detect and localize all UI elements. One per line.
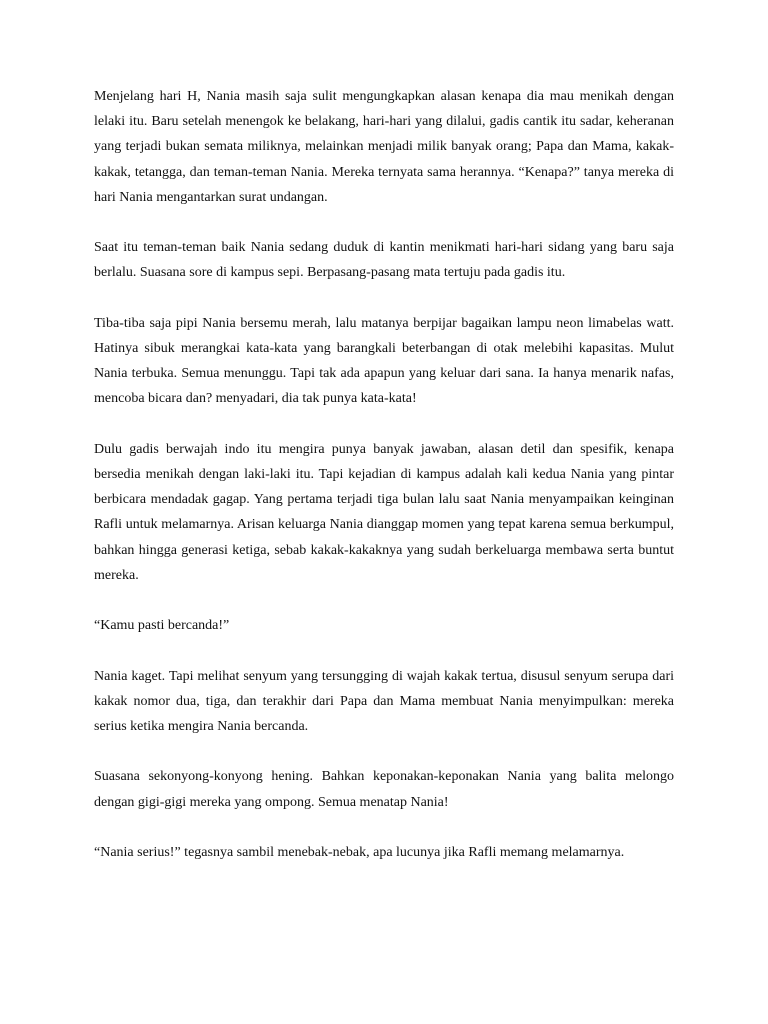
paragraph-4: Dulu gadis berwajah indo itu mengira punya banyak jawaban, alasan detil dan spesifik, kenapa bersedia menikah dengan laki-laki itu. Tapi kejadian di kampus adalah kali kedua Nania yang pintar berbicara mendadak gagap. Yang pertama terjadi tiga bulan lalu saat Nania menyampaikan keinginan Rafli untuk melamarnya. Arisan keluarga Nania dianggap momen yang tepat karena semua berkumpul, bahkan hingga generasi ketiga, sebab kakak-kakaknya yang sudah berkeluarga membawa serta buntut mereka. <box>94 441 674 583</box>
paragraph-2: Saat itu teman-teman baik Nania sedang duduk di kantin menikmati hari-hari sidang yang baru saja berlalu. Suasana sore di kampus sepi. Berpasang-pasang mata tertuju pada gadis itu. <box>94 240 674 281</box>
paragraph-8: “Nania serius!” tegasnya sambil menebak-nebak, apa lucunya jika Rafli memang melamarnya. <box>94 844 625 860</box>
paragraph-1: Menjelang hari H, Nania masih saja sulit mengungkapkan alasan kenapa dia mau menikah dengan lelaki itu. Baru setelah menengok ke belakang, hari-hari yang dilalui, gadis cantik itu sadar, keheranan yang terjadi bukan semata miliknya, melainkan menjadi milik banyak orang; Papa dan Mama, kakak-kakak, tetangga, dan teman-teman Nania. Mereka ternyata sama herannya. “Kenapa?” tanya mereka di hari Nania mengantarkan surat undangan. <box>94 89 674 205</box>
paragraph-7: Suasana sekonyong-konyong hening. Bahkan keponakan-keponakan Nania yang balita melongo dengan gigi-gigi mereka yang ompong. Semua menatap Nania! <box>94 769 674 810</box>
paragraph-6: Nania kaget. Tapi melihat senyum yang tersungging di wajah kakak tertua, disusul senyum serupa dari kakak nomor dua, tiga, dan terakhir dari Papa dan Mama membuat Nania menyimpulkan: mereka serius ketika mengira Nania bercanda. <box>94 668 674 734</box>
paragraph-3: Tiba-tiba saja pipi Nania bersemu merah, lalu matanya berpijar bagaikan lampu neon limabelas watt. Hatinya sibuk merangkai kata-kata yang barangkali beterbangan di otak melebihi kapasitas. Mulut Nania terbuka. Semua menunggu. Tapi tak ada apapun yang keluar dari sana. Ia hanya menarik nafas, mencoba bicara dan? menyadari, dia tak punya kata-kata! <box>94 315 674 407</box>
document-body <box>94 84 674 890</box>
paragraph-5: “Kamu pasti bercanda!” <box>94 618 230 634</box>
